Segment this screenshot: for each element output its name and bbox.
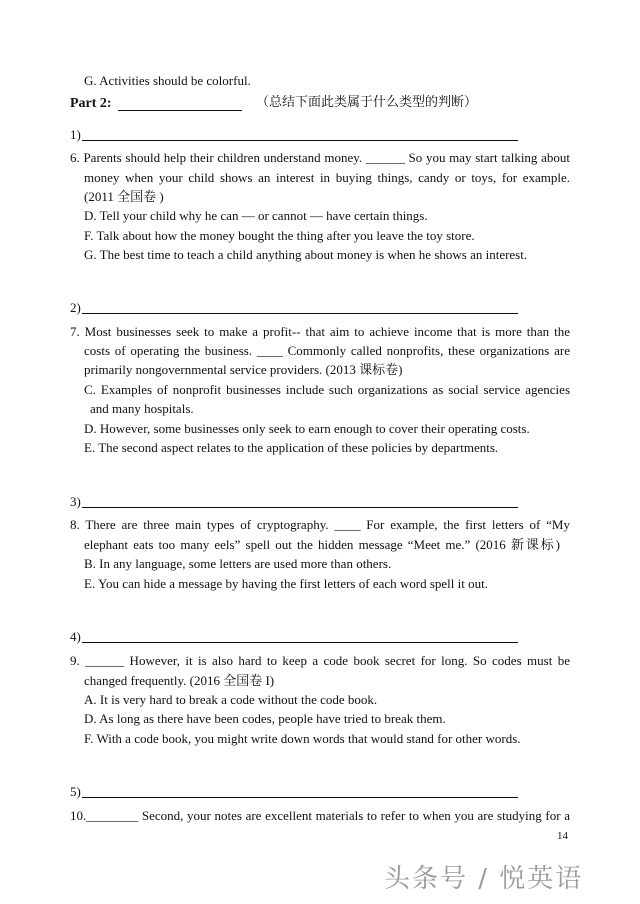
q9-option-a: A. It is very hard to break a code without the code book. [84, 692, 378, 707]
blank-line-2 [82, 313, 518, 314]
blank-line-5 [82, 797, 518, 798]
q8-option-e: E. You can hide a message by having the first letters of each word spell it out. [84, 576, 488, 591]
q7-option-c: C. Examples of nonprofit businesses include such organizations as social service agencies [84, 382, 570, 397]
q8-line-2: elephant eats too many eels” spell out the hidden message “Meet me.” (2016 新课标) [84, 537, 560, 552]
blank-line-4 [82, 642, 518, 643]
blank-line-1 [82, 140, 518, 141]
q7-option-d: D. However, some businesses only seek to earn enough to cover their operating costs. [84, 421, 530, 436]
q8-line-1: 8. There are three main types of cryptography. ____ For example, the first letters of “My [70, 517, 570, 532]
q7-line-1: 7. Most businesses seek to make a profit-- that aim to achieve income that is more than the [70, 324, 570, 339]
blank-label-5: 5) [70, 784, 81, 799]
q9-line-1: 9. ______ However, it is also hard to keep a code book secret for long. So codes must be [70, 653, 570, 668]
watermark-text: 头条号 / 悦英语 [384, 864, 584, 894]
page-number: 14 [557, 830, 568, 842]
q7-option-c-cont: and many hospitals. [90, 401, 194, 416]
q6-line-3: (2011 全国卷 ) [84, 189, 164, 204]
q7-option-e: E. The second aspect relates to the application of these policies by departments. [84, 440, 499, 455]
q7-line-3: primarily nongovernmental service providers. (2013 课标卷) [84, 362, 403, 377]
q9-option-d: D. As long as there have been codes, people have tried to break them. [84, 711, 446, 726]
q6-option-f: F. Talk about how the money bought the thing after you leave the toy store. [84, 228, 475, 243]
part2-label: Part 2: [70, 96, 112, 111]
q6-line-1: 6. Parents should help their children understand money. ______ So you may start talking about [70, 150, 570, 165]
q10-line-1: 10.________ Second, your notes are excellent materials to refer to when you are studying for a [70, 808, 570, 823]
q6-option-g: G. The best time to teach a child anything about money is when he shows an interest. [84, 247, 528, 262]
q7-line-2: costs of operating the business. ____ Commonly called nonprofits, these organizations are [84, 343, 570, 358]
q6-line-2: money when your child shows an interest in buying things, candy or toys, for example. [84, 170, 570, 185]
blank-line-3 [82, 507, 518, 508]
q9-line-2: changed frequently. (2016 全国卷 I) [84, 673, 275, 688]
q9-option-f: F. With a code book, you might write down words that would stand for other words. [84, 731, 521, 746]
blank-label-1: 1) [70, 127, 81, 142]
part2-hint: （总结下面此类属于什么类型的判断） [256, 95, 478, 110]
q8-option-b: B. In any language, some letters are used more than others. [84, 556, 392, 571]
q6-option-d: D. Tell your child why he can — or cannot — have certain things. [84, 208, 428, 223]
blank-label-4: 4) [70, 629, 81, 644]
blank-label-3: 3) [70, 494, 81, 509]
blank-label-2: 2) [70, 300, 81, 315]
part2-blank-line [118, 110, 242, 111]
option-g-top: G. Activities should be colorful. [84, 73, 251, 88]
